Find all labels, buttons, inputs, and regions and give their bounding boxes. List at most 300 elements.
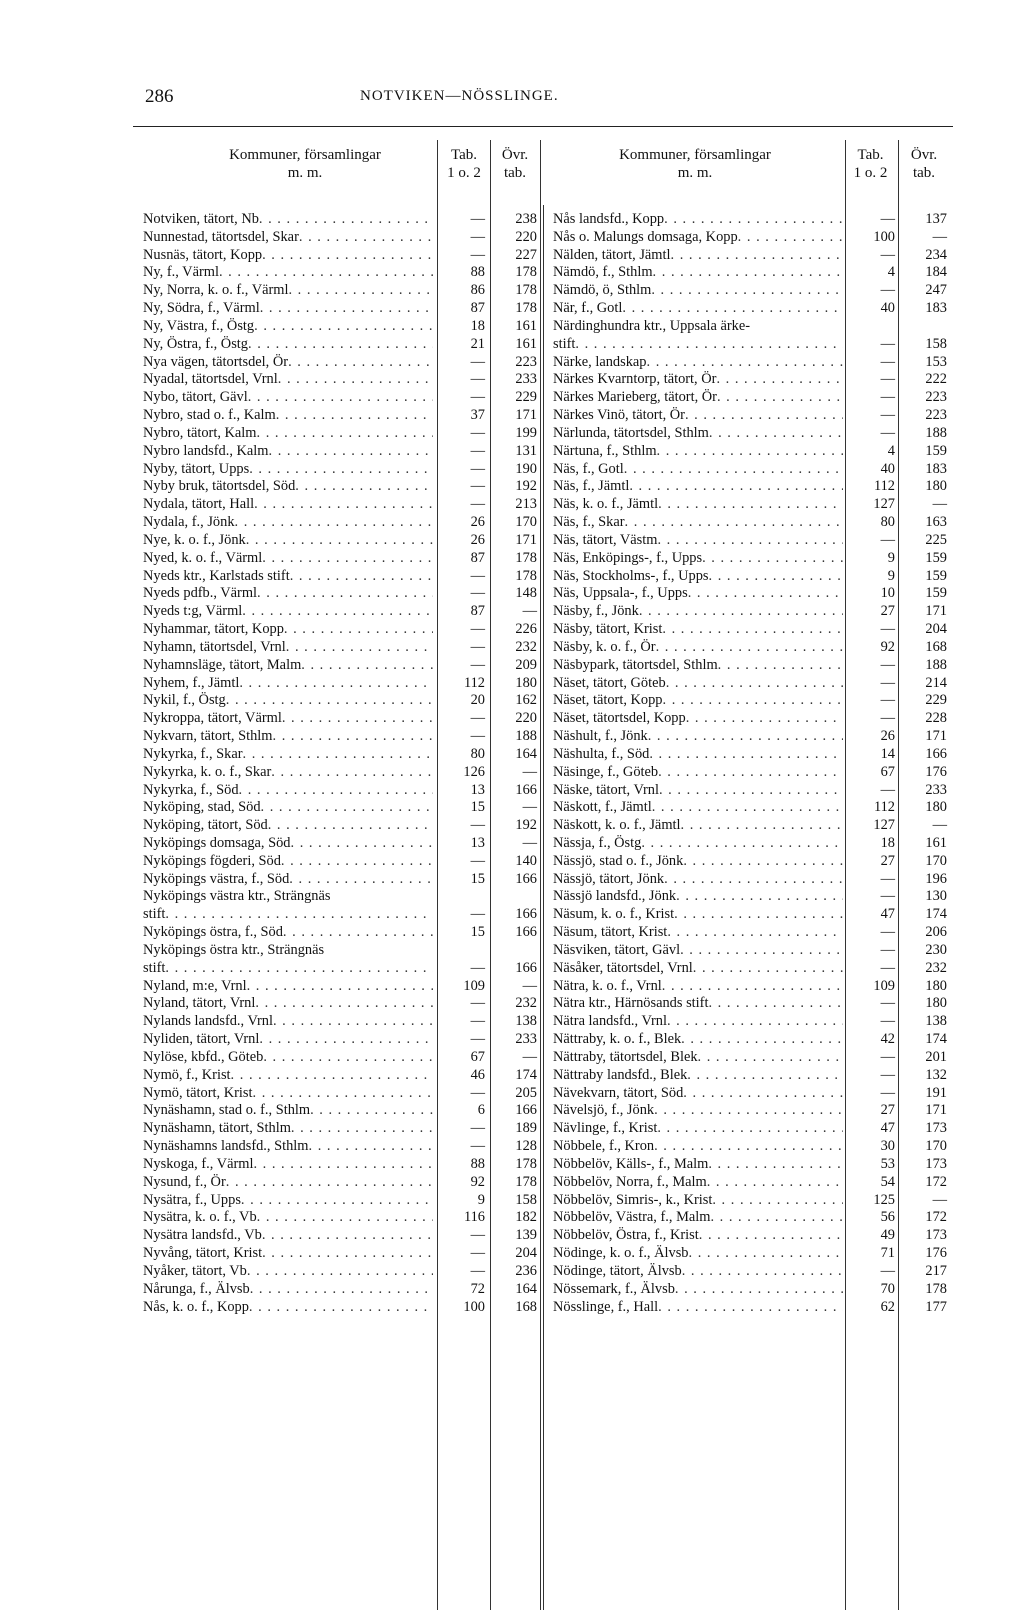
entry-name-text: Nöbbelöv, Norra, f., Malm xyxy=(553,1173,707,1190)
index-entry xyxy=(143,229,543,247)
entry-ovr-ref: 171 xyxy=(925,1102,947,1119)
index-entry xyxy=(143,942,543,960)
entry-name xyxy=(553,960,843,978)
leader-dots xyxy=(262,1227,433,1245)
entry-tab-ref: 54 xyxy=(880,1173,895,1190)
entry-ovr-ref: 172 xyxy=(925,1209,947,1226)
entry-name-text: Nyliden, tätort, Vrnl xyxy=(143,1031,260,1048)
entry-name-text: Nyeds ktr., Karlstads stift xyxy=(143,567,290,584)
entry-tab-ref: 27 xyxy=(880,1102,895,1119)
leader-dots xyxy=(276,407,433,425)
entry-name-text: stift xyxy=(143,906,166,923)
index-entry xyxy=(553,1031,953,1049)
leader-dots xyxy=(671,247,844,265)
entry-name xyxy=(553,425,843,443)
leader-dots xyxy=(709,568,844,586)
entry-ovr-ref: 170 xyxy=(925,852,947,869)
entry-name-text: Nättraby, k. o. f., Blek xyxy=(553,1031,682,1048)
entry-name xyxy=(143,407,433,425)
index-entry xyxy=(553,728,953,746)
entry-name-text: Nätra landsfd., Vrnl xyxy=(553,1013,667,1030)
entry-name-text: Nätra ktr., Härnösands stift xyxy=(553,995,709,1012)
entry-tab-ref: — xyxy=(880,1084,895,1101)
entry-name xyxy=(143,1085,433,1103)
leader-dots xyxy=(249,1299,433,1317)
index-entry xyxy=(143,764,543,782)
index-entry xyxy=(553,371,953,389)
leader-dots xyxy=(676,888,843,906)
entry-ovr-ref: 161 xyxy=(515,317,537,334)
entry-name-text: Nykvarn, tätort, Sthlm xyxy=(143,728,273,745)
index-entry xyxy=(553,924,953,942)
leader-dots xyxy=(648,728,843,746)
entry-tab-ref: — xyxy=(470,728,485,745)
entry-tab-ref: — xyxy=(470,1031,485,1048)
entry-name xyxy=(553,888,843,906)
index-entry xyxy=(553,443,953,461)
index-entry xyxy=(143,354,543,372)
entry-name xyxy=(553,1102,843,1120)
entry-ovr-ref: — xyxy=(932,228,947,245)
entry-name-text: Nättraby landsfd., Blek xyxy=(553,1066,688,1083)
entry-tab-ref: — xyxy=(470,585,485,602)
entry-ovr-ref: 209 xyxy=(515,656,537,673)
leader-dots xyxy=(330,888,433,906)
entry-tab-ref: — xyxy=(880,1013,895,1030)
entry-ovr-ref: 213 xyxy=(515,496,537,513)
leader-dots xyxy=(716,371,843,389)
entry-ovr-ref: 220 xyxy=(515,710,537,727)
leader-dots xyxy=(273,728,433,746)
entry-tab-ref: 26 xyxy=(470,531,485,548)
header-name-left xyxy=(175,146,435,182)
index-entry xyxy=(553,853,953,871)
entry-name-text: Nydala, f., Jönk xyxy=(143,514,235,531)
leader-dots xyxy=(667,1013,843,1031)
entry-name xyxy=(143,782,433,800)
entry-ovr-ref: — xyxy=(932,496,947,513)
entry-name xyxy=(143,354,433,372)
index-entry xyxy=(143,835,543,853)
leader-dots xyxy=(263,1049,433,1067)
entry-name xyxy=(143,443,433,461)
leader-dots xyxy=(680,942,843,960)
index-entry xyxy=(553,692,953,710)
leader-dots xyxy=(248,336,433,354)
column-rule xyxy=(543,205,544,1610)
entry-name xyxy=(553,1281,843,1299)
entry-ovr-ref: 223 xyxy=(925,389,947,406)
index-entry xyxy=(143,550,543,568)
entry-tab-ref: 126 xyxy=(463,763,485,780)
entry-name-text: Nylöse, kbfd., Göteb xyxy=(143,1048,264,1065)
entry-tab-ref: 20 xyxy=(470,692,485,709)
entry-tab-ref: — xyxy=(880,656,895,673)
index-entry xyxy=(143,657,543,675)
index-entry xyxy=(553,496,953,514)
entry-name xyxy=(553,407,843,425)
entry-tab-ref: — xyxy=(470,246,485,263)
entry-tab-ref: — xyxy=(880,870,895,887)
entry-name xyxy=(553,1156,843,1174)
index-entry xyxy=(143,728,543,746)
entry-ovr-ref: 173 xyxy=(925,1227,947,1244)
entry-ovr-ref: 178 xyxy=(515,300,537,317)
entry-ovr-ref: 153 xyxy=(925,353,947,370)
entry-tab-ref: 27 xyxy=(880,852,895,869)
entry-tab-ref: — xyxy=(470,1084,485,1101)
entry-name-text: Nybro, tätort, Kalm xyxy=(143,424,257,441)
entry-name xyxy=(143,1067,433,1085)
entry-name xyxy=(553,532,843,550)
entry-ovr-ref: 130 xyxy=(925,888,947,905)
entry-name-text: Nyköping, tätort, Söd xyxy=(143,817,268,834)
entry-name xyxy=(553,514,843,532)
entry-name xyxy=(553,461,843,479)
entry-tab-ref: 10 xyxy=(880,585,895,602)
leader-dots xyxy=(257,1209,433,1227)
entry-name xyxy=(553,478,843,496)
index-entry xyxy=(143,995,543,1013)
entry-name xyxy=(143,978,433,996)
index-entry xyxy=(553,300,953,318)
entry-name-text: Näs, f., Skar xyxy=(553,514,625,531)
entry-ovr-ref: 173 xyxy=(925,1155,947,1172)
entry-name-text: Näsby, k. o. f., Ör xyxy=(553,638,656,655)
entry-tab-ref: — xyxy=(880,959,895,976)
entry-name-text: Nykyrka, f., Skar xyxy=(143,745,243,762)
index-entry xyxy=(553,407,953,425)
entry-name xyxy=(553,942,843,960)
entry-tab-ref: — xyxy=(470,1227,485,1244)
entry-ovr-ref: 188 xyxy=(515,728,537,745)
entry-ovr-ref: 137 xyxy=(925,211,947,227)
entry-name-text: Näs, tätort, Västm xyxy=(553,531,658,548)
index-entry xyxy=(553,229,953,247)
entry-name xyxy=(553,1138,843,1156)
entry-name-text: Näsviken, tätort, Gävl xyxy=(553,941,681,958)
entry-name xyxy=(553,746,843,764)
index-entry xyxy=(143,1227,543,1245)
index-entry xyxy=(143,336,543,354)
index-column-left xyxy=(143,211,543,1316)
entry-tab-ref: — xyxy=(470,496,485,513)
index-entry xyxy=(143,1049,543,1067)
leader-dots xyxy=(273,1013,433,1031)
page-number: 286 xyxy=(145,86,174,107)
leader-dots xyxy=(666,675,843,693)
entry-ovr-ref: 131 xyxy=(515,442,537,459)
entry-tab-ref: — xyxy=(880,621,895,638)
entry-ovr-ref: 217 xyxy=(925,1262,947,1279)
entry-name-text: Näsinge, f., Göteb xyxy=(553,763,659,780)
entry-name-text: Nyvång, tätort, Krist xyxy=(143,1245,263,1262)
entry-ovr-ref: 166 xyxy=(515,924,537,941)
entry-tab-ref: — xyxy=(880,424,895,441)
entry-tab-ref: — xyxy=(880,531,895,548)
entry-ovr-ref: 161 xyxy=(925,834,947,851)
entry-name xyxy=(553,282,843,300)
entry-name-text: Nykyrka, k. o. f., Skar xyxy=(143,763,272,780)
leader-dots xyxy=(622,300,843,318)
leader-dots xyxy=(226,692,433,710)
entry-ovr-ref: 178 xyxy=(515,1173,537,1190)
entry-ovr-ref: — xyxy=(522,799,537,816)
index-entry xyxy=(143,1156,543,1174)
entry-tab-ref: — xyxy=(880,995,895,1012)
entry-tab-ref: — xyxy=(880,353,895,370)
entry-name xyxy=(143,1138,433,1156)
entry-ovr-ref: 158 xyxy=(925,335,947,352)
leader-dots xyxy=(243,746,433,764)
leader-dots xyxy=(301,657,433,675)
entry-ovr-ref: 128 xyxy=(515,1138,537,1155)
entry-name xyxy=(143,621,433,639)
leader-dots xyxy=(639,603,843,621)
index-entry xyxy=(553,247,953,265)
index-entry xyxy=(143,264,543,282)
entry-name-text: Näs, f., Gotl xyxy=(553,460,624,477)
entry-name-text: Nykil, f., Östg xyxy=(143,692,226,709)
entry-ovr-ref: 222 xyxy=(925,371,947,388)
entry-name-text: Nödinge, k. o. f., Älvsb xyxy=(553,1245,689,1262)
entry-tab-ref: — xyxy=(470,959,485,976)
header-tab-line2: 1 o. 2 xyxy=(853,165,888,181)
entry-tab-ref: — xyxy=(880,211,895,227)
index-entry xyxy=(143,389,543,407)
entry-ovr-ref: 228 xyxy=(925,710,947,727)
leader-dots xyxy=(662,978,843,996)
entry-name xyxy=(143,1245,433,1263)
leader-dots xyxy=(299,229,433,247)
entry-ovr-ref: 139 xyxy=(515,1227,537,1244)
entry-name xyxy=(143,496,433,514)
entry-name-text: Närlunda, tätortsdel, Sthlm xyxy=(553,424,709,441)
index-entry xyxy=(553,514,953,532)
entry-tab-ref: 109 xyxy=(873,977,895,994)
entry-tab-ref: 4 xyxy=(887,442,895,459)
entry-tab-ref: 92 xyxy=(880,638,895,655)
entry-ovr-ref: 183 xyxy=(925,300,947,317)
entry-ovr-ref: 180 xyxy=(925,995,947,1012)
leader-dots xyxy=(649,746,843,764)
entry-ovr-ref: 177 xyxy=(925,1298,947,1315)
entry-name-text: Näset, tätort, Göteb xyxy=(553,674,666,691)
entry-name xyxy=(553,1245,843,1263)
entry-tab-ref: — xyxy=(880,407,895,424)
index-entry xyxy=(143,782,543,800)
entry-ovr-ref: 188 xyxy=(925,656,947,673)
leader-dots xyxy=(278,371,433,389)
index-entry xyxy=(143,621,543,639)
entry-name-text: Nässja, f., Östg xyxy=(553,834,642,851)
entry-tab-ref: — xyxy=(470,424,485,441)
entry-name-text: Nylands landsfd., Vrnl xyxy=(143,1013,273,1030)
index-entry xyxy=(553,1245,953,1263)
entry-name-text: Näsum, k. o. f., Krist xyxy=(553,906,675,923)
entry-name-text: Näsum, tätort, Krist xyxy=(553,924,668,941)
entry-name-text: Närkes Marieberg, tätort, Ör xyxy=(553,389,717,406)
index-entry xyxy=(143,1120,543,1138)
header-name-line1: Kommuner, församlingar xyxy=(619,147,771,163)
entry-tab-ref: 80 xyxy=(470,745,485,762)
leader-dots xyxy=(654,1102,843,1120)
index-entry xyxy=(553,1281,953,1299)
entry-ovr-ref: 170 xyxy=(925,1138,947,1155)
entry-name-text: Nydala, tätort, Hall xyxy=(143,496,255,513)
entry-ovr-ref: 191 xyxy=(925,1084,947,1101)
leader-dots xyxy=(289,871,433,889)
entry-ovr-ref: 192 xyxy=(515,817,537,834)
index-entry xyxy=(143,1281,543,1299)
index-entry xyxy=(143,318,543,336)
leader-dots xyxy=(259,1031,433,1049)
entry-name xyxy=(553,1299,843,1317)
entry-tab-ref: 40 xyxy=(880,300,895,317)
leader-dots xyxy=(271,764,433,782)
index-entry xyxy=(553,710,953,728)
entry-ovr-ref: 171 xyxy=(925,603,947,620)
index-entry xyxy=(553,478,953,496)
leader-dots xyxy=(687,1067,843,1085)
entry-tab-ref: — xyxy=(470,442,485,459)
entry-name xyxy=(143,568,433,586)
entry-ovr-ref: 166 xyxy=(515,870,537,887)
header-ovr-line1: Övr. xyxy=(501,147,529,163)
entry-name-text: Nässjö, stad o. f., Jönk xyxy=(553,852,684,869)
leader-dots xyxy=(667,924,843,942)
entry-tab-ref: — xyxy=(470,478,485,495)
entry-ovr-ref: 201 xyxy=(925,1048,947,1065)
entry-tab-ref: — xyxy=(880,924,895,941)
header-ovr-line2: tab. xyxy=(912,165,936,181)
entry-ovr-ref: 227 xyxy=(515,246,537,263)
entry-tab-ref: 47 xyxy=(880,906,895,923)
entry-tab-ref: — xyxy=(880,1262,895,1279)
index-entry xyxy=(553,942,953,960)
leader-dots xyxy=(226,1174,433,1192)
leader-dots xyxy=(707,1174,843,1192)
index-entry xyxy=(553,1138,953,1156)
index-entry xyxy=(143,443,543,461)
index-entry xyxy=(553,764,953,782)
entry-ovr-ref: 229 xyxy=(925,692,947,709)
index-entry xyxy=(143,906,543,924)
leader-dots xyxy=(282,710,433,728)
entry-name xyxy=(553,1174,843,1192)
entry-ovr-ref: 190 xyxy=(515,460,537,477)
entry-name-text: Näs, Uppsala-, f., Upps xyxy=(553,585,688,602)
entry-ovr-ref: 176 xyxy=(925,1245,947,1262)
entry-name-text: Notviken, tätort, Nb xyxy=(143,211,259,227)
leader-dots xyxy=(657,443,843,461)
index-entry xyxy=(553,282,953,300)
entry-ovr-ref: 159 xyxy=(925,585,947,602)
entry-tab-ref: 116 xyxy=(463,1209,485,1226)
entry-tab-ref: — xyxy=(470,567,485,584)
leader-dots xyxy=(286,639,433,657)
index-entry xyxy=(553,603,953,621)
entry-name xyxy=(143,1299,433,1317)
entry-ovr-ref: 163 xyxy=(925,514,947,531)
entry-name-text: Nyköpings fögderi, Söd xyxy=(143,852,281,869)
entry-ovr-ref: 180 xyxy=(925,478,947,495)
entry-name xyxy=(553,1013,843,1031)
entry-name-text: Nyeds t:g, Värml xyxy=(143,603,243,620)
index-entry xyxy=(143,478,543,496)
leader-dots xyxy=(710,1209,843,1227)
entry-ovr-ref: 206 xyxy=(925,924,947,941)
index-entry xyxy=(143,871,543,889)
leader-dots xyxy=(659,782,843,800)
entry-ovr-ref: 204 xyxy=(925,621,947,638)
index-entry xyxy=(143,1031,543,1049)
entry-tab-ref: 92 xyxy=(470,1173,485,1190)
entry-name xyxy=(143,300,433,318)
leader-dots xyxy=(250,1281,433,1299)
entry-name-text: Närtuna, f., Sthlm xyxy=(553,442,657,459)
leader-dots xyxy=(658,1299,843,1317)
entry-name xyxy=(553,1067,843,1085)
entry-name xyxy=(143,585,433,603)
entry-tab-ref: 13 xyxy=(470,781,485,798)
entry-name-text: Ny, Södra, f., Värml xyxy=(143,300,260,317)
entry-name xyxy=(553,835,843,853)
index-entry xyxy=(143,1245,543,1263)
entry-name xyxy=(553,871,843,889)
entry-tab-ref: 67 xyxy=(880,763,895,780)
entry-name xyxy=(143,764,433,782)
entry-ovr-ref: 140 xyxy=(515,852,537,869)
entry-name xyxy=(553,995,843,1013)
entry-ovr-ref: 232 xyxy=(515,638,537,655)
entry-ovr-ref: 159 xyxy=(925,442,947,459)
entry-name xyxy=(553,1085,843,1103)
entry-name-text: Närke, landskap xyxy=(553,353,647,370)
entry-name xyxy=(553,603,843,621)
entry-ovr-ref: 182 xyxy=(515,1209,537,1226)
entry-ovr-ref: 223 xyxy=(515,353,537,370)
entry-tab-ref: 88 xyxy=(470,1155,485,1172)
leader-dots xyxy=(750,318,843,336)
entry-name-text: Nättraby, tätortsdel, Blek xyxy=(553,1048,698,1065)
entry-tab-ref: 86 xyxy=(470,282,485,299)
entry-tab-ref: 53 xyxy=(880,1155,895,1172)
entry-name-text: Ny, Västra, f., Östg xyxy=(143,317,255,334)
entry-name-text: Nykyrka, f., Söd xyxy=(143,781,239,798)
entry-ovr-ref: 192 xyxy=(515,478,537,495)
entry-name xyxy=(553,817,843,835)
entry-name xyxy=(143,1192,433,1210)
entry-ovr-ref: 233 xyxy=(515,371,537,388)
entry-name-text: Nyed, k. o. f., Värml xyxy=(143,549,263,566)
entry-name-text: Näs, Stockholms-, f., Upps xyxy=(553,567,709,584)
index-entry xyxy=(553,746,953,764)
entry-tab-ref: — xyxy=(470,1138,485,1155)
index-entry xyxy=(553,318,953,336)
leader-dots xyxy=(239,675,433,693)
entry-name-text: Nyskoga, f., Värml xyxy=(143,1155,254,1172)
entry-tab-ref: 27 xyxy=(880,603,895,620)
entry-name-text: Nykroppa, tätort, Värml xyxy=(143,710,282,727)
index-entry xyxy=(553,1067,953,1085)
entry-name xyxy=(553,799,843,817)
index-entry xyxy=(143,675,543,693)
leader-dots xyxy=(699,1227,843,1245)
entry-name-text: Nybro landsfd., Kalm xyxy=(143,442,269,459)
index-entry xyxy=(143,585,543,603)
leader-dots xyxy=(165,906,433,924)
